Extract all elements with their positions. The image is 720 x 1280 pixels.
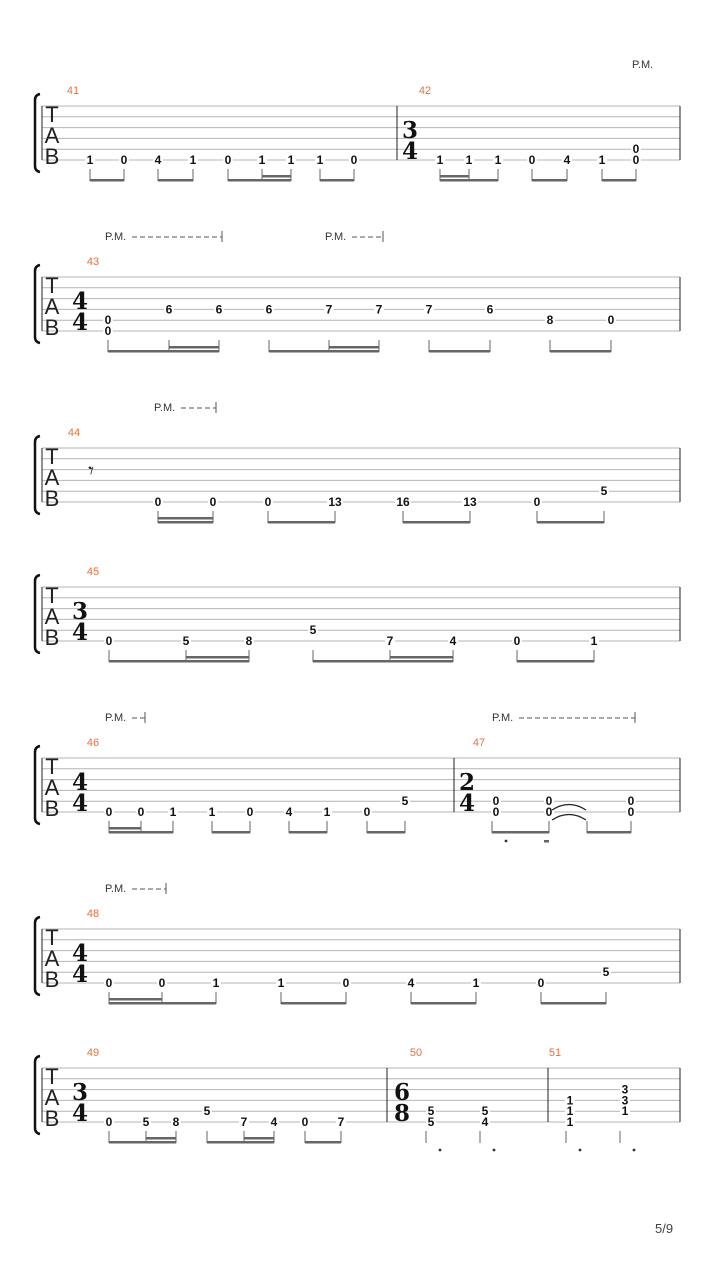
rhythm-dot: [493, 1149, 496, 1152]
fret-number: 8: [245, 634, 253, 648]
beam: [532, 179, 567, 182]
measure-number: 47: [472, 737, 486, 749]
time-signature-bottom: 4: [458, 790, 476, 817]
fret-number: 4: [285, 805, 293, 819]
time-signature-bottom: 4: [401, 138, 419, 165]
fret-number: 0: [246, 805, 254, 819]
measure-number: 51: [548, 1047, 562, 1059]
system-bracket: [35, 917, 40, 995]
fret-number: 0: [537, 976, 545, 990]
fret-number: 7: [337, 1115, 345, 1129]
time-signature-bottom: 4: [71, 619, 89, 646]
fret-number: 0: [632, 142, 640, 157]
page-number: 5/9: [655, 1221, 674, 1236]
fret-number: 1: [436, 153, 444, 167]
fret-number: 0: [607, 313, 615, 328]
staff-lines-layer: [35, 94, 680, 1134]
fret-number: 1: [316, 153, 324, 167]
tab-clef-letter: A: [44, 775, 60, 800]
palm-mute-label: P.M.: [154, 402, 176, 414]
fret-number: 0: [224, 153, 232, 167]
measure-number: 49: [86, 1047, 100, 1059]
fret-number: 1: [189, 153, 197, 167]
system-bracket: [35, 436, 40, 514]
measure-number: 48: [86, 908, 100, 920]
time-signature-bottom: 4: [71, 961, 89, 988]
tab-clef-letter: T: [45, 273, 59, 298]
time-signature-top: 3: [71, 598, 89, 625]
fret-number: 1: [494, 153, 502, 167]
fret-number: 0: [105, 805, 113, 819]
fret-number: 5: [142, 1115, 150, 1129]
fret-number: 0: [301, 1115, 309, 1129]
fret-number: 0: [158, 976, 166, 990]
beam: [109, 831, 173, 834]
beam-secondary: [146, 1137, 176, 1140]
fret-number: 0: [104, 313, 112, 328]
fret-number: 1: [212, 976, 220, 990]
system-bracket: [35, 575, 40, 653]
fret-number: 1: [621, 1104, 629, 1119]
rhythm-dot: [633, 1149, 636, 1152]
beam: [212, 831, 250, 834]
beam: [207, 1141, 274, 1144]
tab-clef-letter: T: [45, 102, 59, 127]
fret-number: 1: [208, 805, 216, 819]
beam-secondary: [109, 827, 141, 830]
measure-number: 44: [67, 427, 81, 439]
fret-number: 0: [105, 1115, 113, 1129]
fret-number: 4: [407, 976, 415, 990]
fret-number: 1: [277, 976, 285, 990]
fret-number: 0: [533, 495, 541, 509]
fret-number: 0: [363, 805, 371, 819]
fret-number: 1: [566, 1093, 574, 1108]
fret-number: 0: [104, 324, 112, 338]
beam: [602, 179, 636, 182]
tab-clef-letter: B: [44, 796, 60, 821]
tab-clef-letter: A: [44, 1085, 60, 1110]
beam: [320, 179, 354, 182]
beam: [313, 660, 453, 663]
fret-number: 5: [602, 965, 610, 980]
measure-number: 46: [86, 737, 100, 749]
fret-number: 4: [270, 1115, 278, 1129]
fret-number: 0: [105, 976, 113, 990]
fret-number: 8: [546, 313, 554, 328]
fret-number: 1: [169, 805, 177, 819]
beam-secondary: [169, 346, 219, 349]
palm-mute-label: P.M.: [632, 59, 654, 71]
marks-layer: [85, 143, 641, 1151]
time-signature-top: 4: [71, 769, 89, 796]
beam: [289, 831, 327, 834]
fret-number: 1: [472, 976, 480, 990]
beam: [492, 831, 549, 834]
time-signature-bottom: 4: [71, 1100, 89, 1127]
fret-number: 0: [632, 153, 640, 167]
beam: [269, 350, 379, 353]
palm-mute-label: P.M.: [492, 712, 514, 724]
beam: [268, 521, 335, 524]
system-bracket: [35, 746, 40, 824]
fret-number: 0: [120, 153, 128, 167]
fret-number: 5: [309, 623, 317, 638]
fret-number: 5: [600, 484, 608, 499]
beam-secondary: [109, 998, 162, 1001]
beam: [108, 350, 219, 353]
fret-number: 0: [545, 805, 553, 819]
tab-clef-letter: B: [44, 144, 60, 169]
beam: [158, 521, 213, 524]
fret-number: 0: [154, 495, 162, 509]
tab-clef-letter: T: [45, 925, 59, 950]
beam: [403, 521, 470, 524]
beam: [109, 660, 249, 663]
measure-number: 50: [409, 1047, 423, 1059]
beam: [541, 1002, 606, 1005]
tie-arc: [552, 815, 586, 821]
palm-mute-label: P.M.: [325, 231, 347, 243]
fret-number: 0: [264, 495, 272, 509]
tab-clef-letter: B: [44, 967, 60, 992]
rhythm-dot: [505, 840, 508, 843]
tab-clef-letter: A: [44, 294, 60, 319]
beam: [550, 350, 611, 353]
fret-number: 1: [86, 153, 94, 167]
fret-number: 13: [463, 495, 477, 509]
fret-number: 7: [425, 302, 433, 317]
fret-number: 5: [427, 1115, 435, 1129]
fret-number: 13: [328, 495, 342, 509]
measure-number: 45: [86, 566, 100, 578]
fret-number: 0: [350, 153, 358, 167]
tab-clef-letter: A: [44, 604, 60, 629]
time-signature-top: 6: [393, 1079, 411, 1106]
fret-number: 1: [566, 1115, 574, 1129]
fret-number: 7: [375, 302, 383, 317]
tab-clef-letter: T: [45, 1064, 59, 1089]
fret-number: 7: [240, 1115, 248, 1129]
fret-number: 5: [401, 794, 409, 809]
fret-number: 5: [203, 1104, 211, 1119]
tab-clef-letter: B: [44, 625, 60, 650]
system-bracket: [35, 265, 40, 343]
fret-number: 1: [258, 153, 266, 167]
tie-arc: [552, 805, 586, 811]
beam: [109, 1141, 176, 1144]
fret-number: 0: [492, 805, 500, 819]
fret-number: 4: [481, 1115, 489, 1129]
beam: [429, 350, 490, 353]
tab-clef-letter: A: [44, 123, 60, 148]
fret-number: 0: [545, 794, 553, 809]
fret-number: 0: [627, 805, 635, 819]
time-signature-top: 3: [71, 1079, 89, 1106]
fret-number: 5: [427, 1104, 435, 1119]
fret-number: 3: [621, 1082, 629, 1097]
beam: [411, 1002, 476, 1005]
palm-mute-label: P.M.: [105, 883, 127, 895]
fret-number: 5: [182, 634, 190, 648]
tab-clef-letter: T: [45, 754, 59, 779]
fret-number: 0: [209, 495, 217, 509]
beam-secondary: [158, 517, 213, 520]
fret-number: 0: [513, 634, 521, 648]
fret-number: 0: [627, 794, 635, 809]
fret-number: 4: [563, 153, 571, 167]
fret-number: 1: [465, 153, 473, 167]
beam: [537, 521, 604, 524]
fret-number: 1: [323, 805, 331, 819]
time-signature-bottom: 4: [71, 309, 89, 336]
measure-number: 41: [66, 85, 80, 97]
tab-clef-letter: A: [44, 946, 60, 971]
fret-number: 0: [105, 634, 113, 648]
measure-number: 42: [418, 85, 432, 97]
beam: [109, 1002, 216, 1005]
beam: [90, 179, 124, 182]
rhythm-dot: [579, 1149, 582, 1152]
fret-number: 1: [590, 634, 598, 648]
fret-number: 0: [342, 976, 350, 990]
beam: [305, 1141, 341, 1144]
fret-number: 1: [287, 153, 295, 167]
beam-secondary: [186, 656, 249, 659]
system-bracket: [35, 94, 40, 172]
fret-number: 6: [165, 302, 173, 317]
fret-number: 3: [621, 1093, 629, 1108]
fret-number: 1: [598, 153, 606, 167]
beam: [517, 660, 594, 663]
fret-number: 1: [566, 1104, 574, 1119]
fret-number: 16: [396, 495, 410, 509]
fret-number: 8: [172, 1115, 180, 1129]
fret-number: 0: [492, 794, 500, 809]
fret-number: 7: [325, 302, 333, 317]
beam: [281, 1002, 346, 1005]
fret-number: 6: [486, 302, 494, 317]
fret-number: 6: [215, 302, 223, 317]
beam: [440, 179, 498, 182]
tab-clef-letter: T: [45, 583, 59, 608]
time-signature-bottom: 4: [71, 790, 89, 817]
beam-secondary: [440, 175, 469, 178]
fret-number: 4: [449, 634, 457, 648]
tab-clef-letter: A: [44, 465, 60, 490]
rhythm-dot: [439, 1149, 442, 1152]
tab-clef-letter: B: [44, 1106, 60, 1131]
system-bracket: [35, 1056, 40, 1134]
beam-secondary: [329, 346, 379, 349]
tab-clef-letter: B: [44, 315, 60, 340]
fret-number: 7: [386, 634, 394, 648]
fret-number: 6: [265, 302, 273, 317]
beam-stub: [544, 840, 549, 843]
eighth-rest: 𝄾: [88, 459, 94, 484]
fret-number: 0: [137, 805, 145, 819]
beam-secondary: [244, 1137, 274, 1140]
time-signature-top: 4: [71, 940, 89, 967]
fret-number: 5: [481, 1104, 489, 1119]
tab-clef-letter: B: [44, 486, 60, 511]
beam: [367, 831, 405, 834]
beam-secondary: [262, 175, 291, 178]
text-layer: [45, 59, 654, 1131]
fret-number: 0: [528, 153, 536, 167]
tab-clef-letter: T: [45, 444, 59, 469]
time-signature-top: 2: [458, 769, 476, 796]
fret-number: 4: [154, 153, 162, 167]
beam: [158, 179, 193, 182]
time-signature-top: 3: [401, 117, 419, 144]
time-signature-bottom: 8: [393, 1100, 411, 1127]
palm-mute-label: P.M.: [105, 712, 127, 724]
beam-secondary: [390, 656, 453, 659]
time-signature-top: 4: [71, 288, 89, 315]
measure-number: 43: [86, 256, 100, 268]
beam: [228, 179, 291, 182]
beam: [587, 831, 631, 834]
palm-mute-label: P.M.: [105, 231, 127, 243]
